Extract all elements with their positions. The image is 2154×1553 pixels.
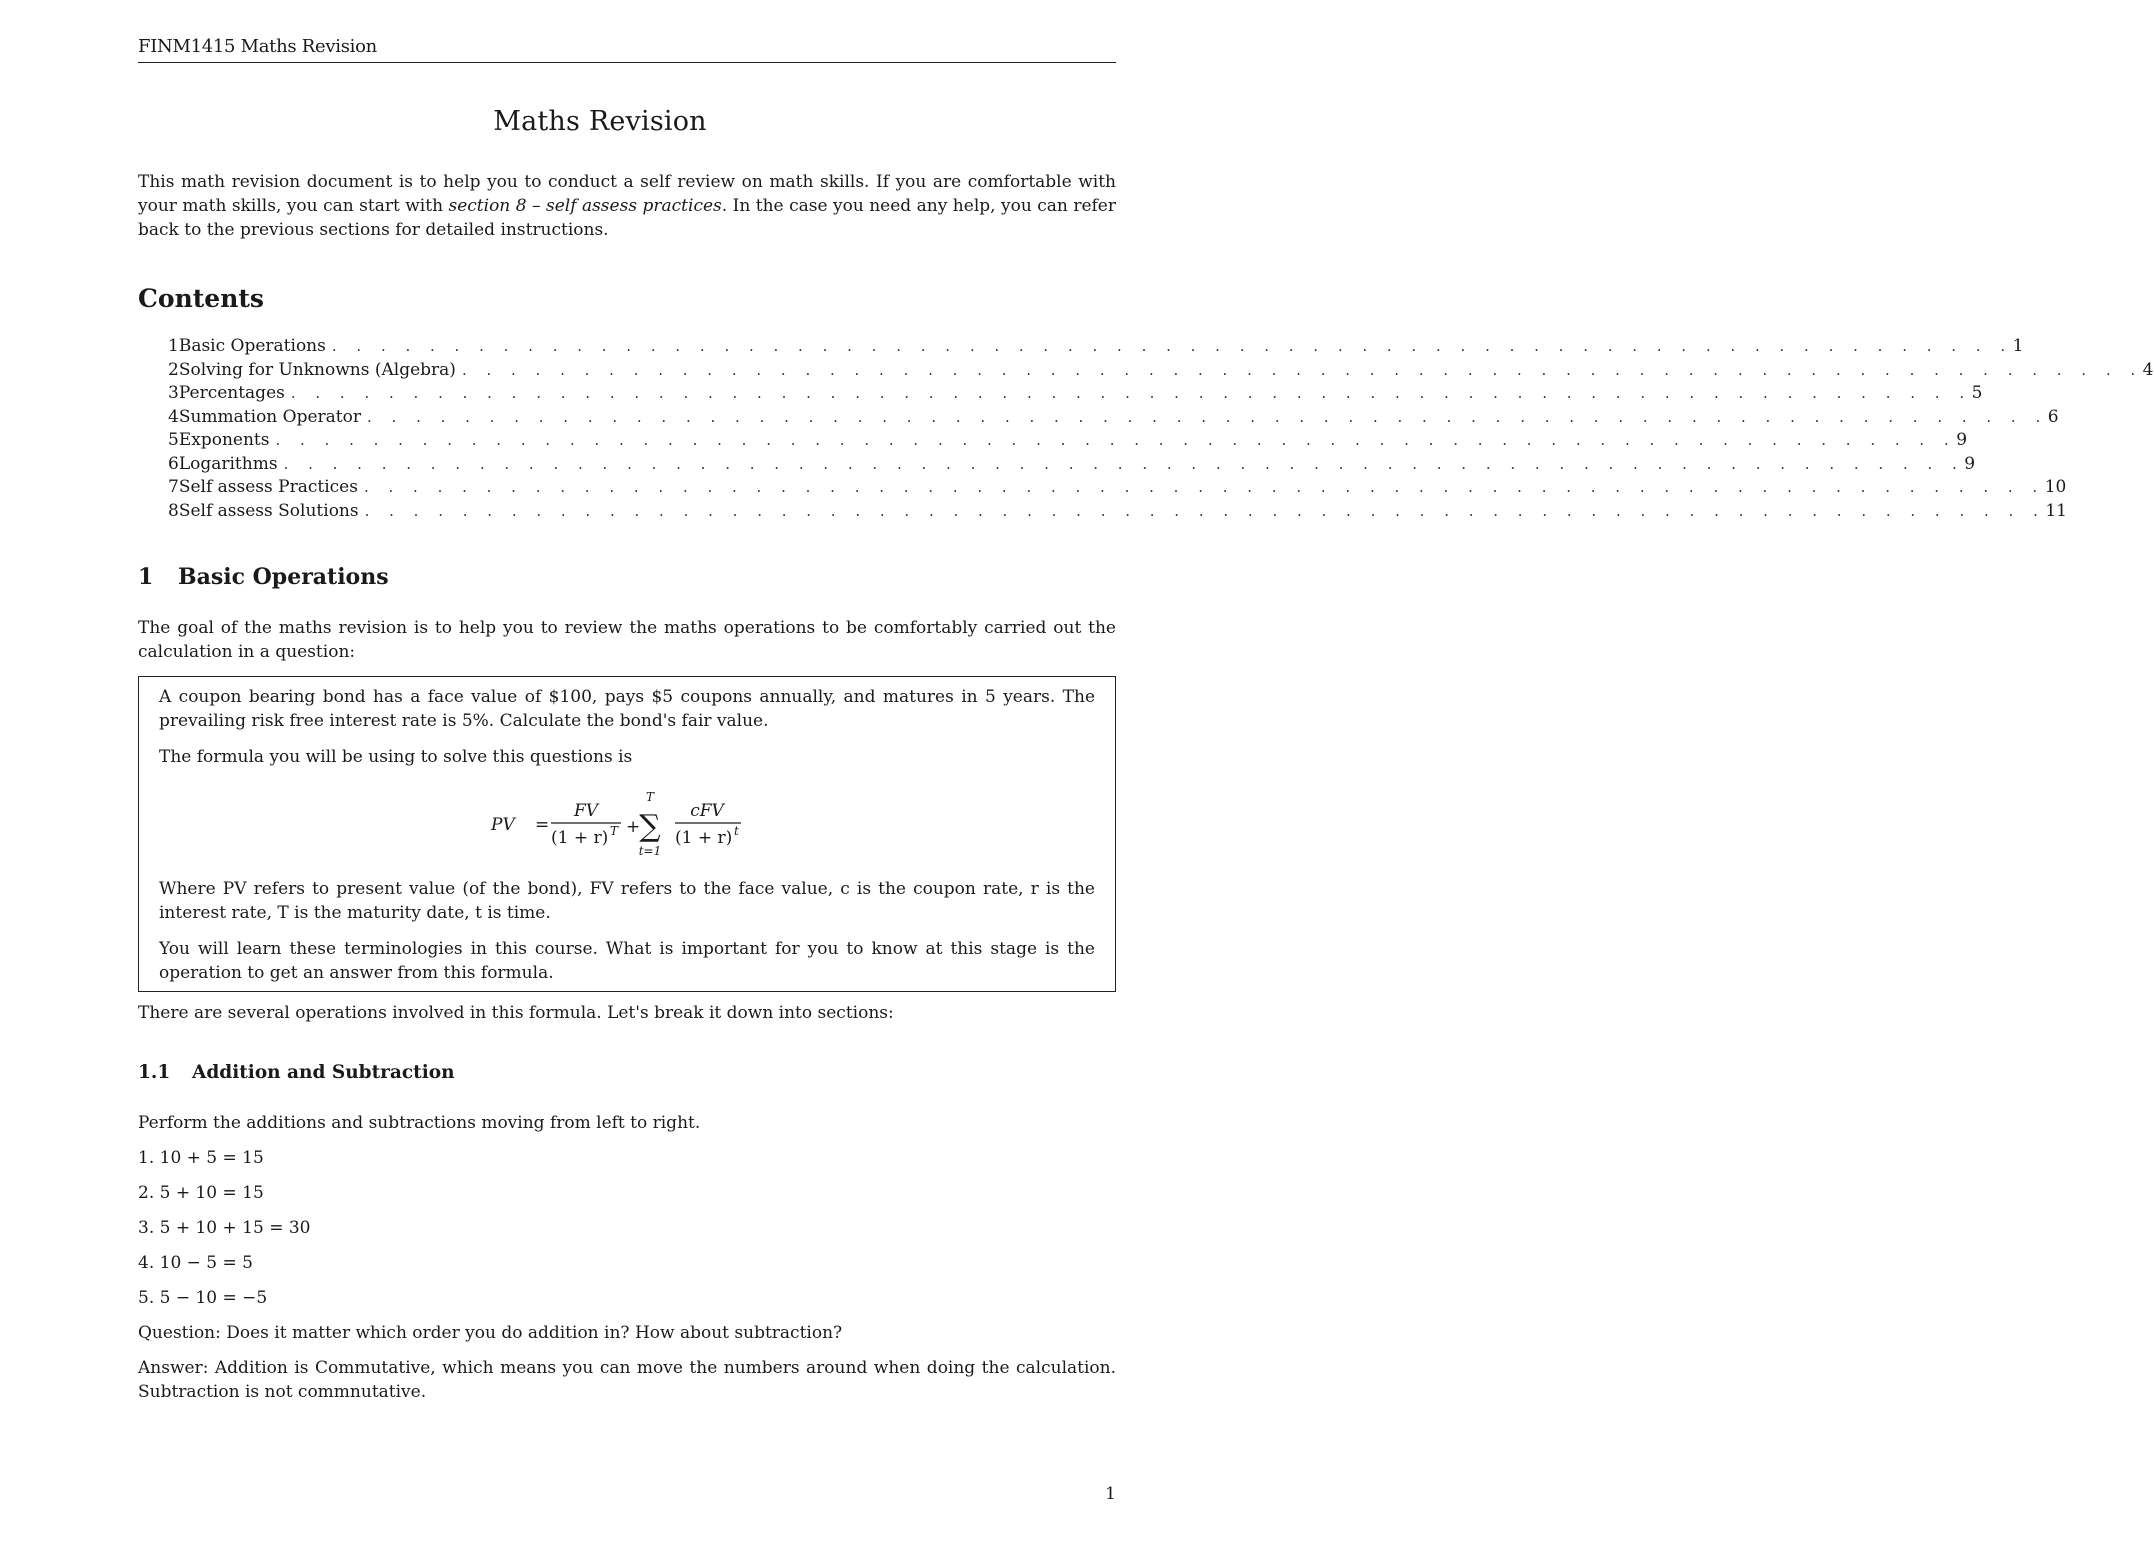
- example-equation: 3. 5 + 10 + 15 = 30: [138, 1218, 311, 1238]
- toc-leader-dots: . . . . . . . . . . . . . . . . . . . . . . . . . . . . . . . . . . . . . . . . . . . . . . . . . . . . . . . . . . . . . . . . . . . . .: [363, 478, 2045, 496]
- toc-entry-page[interactable]: 1: [2012, 336, 2024, 356]
- intro-paragraph: [138, 170, 1116, 242]
- document-title: Maths Revision: [493, 106, 707, 137]
- subsection-heading-addition-subtraction: [138, 1062, 455, 1083]
- toc-entry-page[interactable]: 5: [1971, 383, 1983, 403]
- formula-frac2-numerator: cFV: [690, 801, 724, 821]
- toc-entry-page[interactable]: 11: [2045, 500, 2067, 521]
- formula-frac1-numerator: FV: [573, 801, 599, 821]
- intro-text-after: . In the case you need any help, you can refer back to the previous sections for detailed instructions.: [138, 196, 1116, 240]
- formula-intro-text: The formula you will be using to solve this questions is: [159, 747, 633, 767]
- toc-leader-dots: . . . . . . . . . . . . . . . . . . . . . . . . . . . . . . . . . . . . . . . . . . . . . . . . . . . . . . . . . . . . . . . . . . . . .: [367, 407, 2048, 426]
- toc-entry-number: 6: [168, 453, 179, 474]
- several-operations-paragraph: There are several operations involved in this formula. Let's break it down into sections:: [138, 1003, 894, 1023]
- contents-heading: Contents: [138, 284, 265, 313]
- subsection-number: 1.1: [138, 1062, 171, 1083]
- toc-entry-self-assess-solutions[interactable]: [138, 500, 2067, 525]
- formula-frac1-exponent: T: [610, 824, 619, 838]
- toc-entry-number: 5: [168, 430, 179, 450]
- toc-entry-logarithms[interactable]: [138, 453, 1976, 478]
- toc-entry-page[interactable]: 10: [2044, 477, 2067, 497]
- question-paragraph: Question: Does it matter which order you do addition in? How about subtraction?: [138, 1323, 843, 1343]
- section-title: Basic Operations: [178, 564, 389, 590]
- toc-entry-solving-for-unknowns[interactable]: [138, 359, 2154, 384]
- goal-paragraph: The goal of the maths revision is to help you to review the maths operations to be comfortably carried out the calculation in a question:: [138, 618, 1116, 662]
- example-equation: 5. 5 − 10 = −5: [138, 1288, 268, 1308]
- toc-entry-self-assess-practices[interactable]: [138, 477, 2067, 501]
- toc-entry-number: 7: [168, 477, 179, 497]
- toc-leader-dots: . . . . . . . . . . . . . . . . . . . . . . . . . . . . . . . . . . . . . . . . . . . . . . . . . . . . . . . . . . . . . . . . . . . . .: [331, 337, 2013, 355]
- toc-entry-title[interactable]: Summation Operator: [178, 406, 361, 427]
- toc-entry-number: 4: [168, 406, 179, 427]
- section-number: 1: [138, 564, 154, 590]
- toc-leader-dots: . . . . . . . . . . . . . . . . . . . . . . . . . . . . . . . . . . . . . . . . . . . . . . . . . . . . . . . . . . . . . . . . . . . . .: [290, 384, 1972, 402]
- toc-entry-page[interactable]: 6: [2047, 406, 2059, 427]
- page-number: 1: [1105, 1484, 1116, 1504]
- formula-lhs: PV: [491, 815, 515, 835]
- toc-entry-title[interactable]: Self assess Practices: [178, 477, 358, 497]
- toc-leader-dots: . . . . . . . . . . . . . . . . . . . . . . . . . . . . . . . . . . . . . . . . . . . . . . . . . . . . . . . . . . . . . . . . . . . . .: [461, 360, 2143, 379]
- toc-leader-dots: . . . . . . . . . . . . . . . . . . . . . . . . . . . . . . . . . . . . . . . . . . . . . . . . . . . . . . . . . . . . . . . . . . . . .: [275, 431, 1957, 449]
- toc-entry-percentages[interactable]: [138, 383, 1983, 407]
- answer-paragraph: Answer: Addition is Commutative, which means you can move the numbers around when doing the calculation. Subtraction is not commnutative.: [138, 1358, 1116, 1402]
- toc-entry-title[interactable]: Self assess Solutions: [178, 500, 359, 521]
- example-equation: 2. 5 + 10 = 15: [138, 1183, 264, 1203]
- toc-entry-title[interactable]: Basic Operations: [178, 336, 326, 356]
- toc-entry-title[interactable]: Logarithms: [178, 453, 278, 474]
- table-of-contents: [138, 336, 2154, 524]
- toc-entry-number: 1: [168, 336, 179, 356]
- formula-sum-upper: T: [645, 790, 655, 804]
- toc-leader-dots: . . . . . . . . . . . . . . . . . . . . . . . . . . . . . . . . . . . . . . . . . . . . . . . . . . . . . . . . . . . . . . . . . . . . .: [364, 501, 2046, 520]
- bond-problem-text: A coupon bearing bond has a face value of $100, pays $5 coupons annually, and matures in 5 years. The prevailing risk free interest rate is 5%. Calculate the bond's fair value.: [159, 687, 1095, 731]
- running-title: FINM1415 Maths Revision: [138, 36, 377, 57]
- toc-entry-title[interactable]: Exponents: [178, 430, 270, 450]
- example-question-box: [138, 676, 1116, 992]
- subsection-title: Addition and Subtraction: [192, 1062, 455, 1083]
- formula-frac2-exponent: t: [734, 824, 739, 838]
- section-heading-basic-operations: [138, 564, 389, 590]
- toc-entry-basic-operations[interactable]: [138, 336, 2024, 360]
- formula-sum-lower: t=1: [638, 844, 662, 858]
- intro-text-before: This math revision document is to help you to conduct a self review on math skills. If you are comfortable with your math skills, you can start with: [138, 172, 1116, 216]
- toc-entry-page[interactable]: 9: [1964, 453, 1976, 474]
- running-header: [138, 36, 1116, 63]
- formula-equals: =: [535, 815, 550, 835]
- formula-sigma-icon: ∑: [639, 809, 661, 844]
- toc-entry-summation-operator[interactable]: [138, 406, 2059, 431]
- toc-entry-exponents[interactable]: [138, 430, 1968, 454]
- bond-pricing-formula: [489, 789, 789, 859]
- toc-entry-number: 8: [168, 500, 179, 521]
- toc-entry-number: 3: [168, 383, 179, 403]
- example-equation: 4. 10 − 5 = 5: [138, 1253, 253, 1273]
- toc-entry-number: 2: [168, 359, 179, 380]
- terminology-text: You will learn these terminologies in this course. What is important for you to know at this stage is the operation to get an answer from this formula.: [159, 939, 1095, 983]
- example-equation: 1. 10 + 5 = 15: [138, 1148, 264, 1168]
- formula-where-text: Where PV refers to present value (of the bond), FV refers to the face value, c is the coupon rate, r is the interest rate, T is the maturity date, t is time.: [159, 879, 1095, 923]
- formula-plus: +: [626, 817, 641, 837]
- toc-entry-title[interactable]: Solving for Unknowns (Algebra): [178, 359, 456, 380]
- toc-entry-page[interactable]: 4: [2142, 359, 2154, 380]
- intro-emphasis: section 8 – self assess practices: [448, 196, 722, 216]
- perform-paragraph: Perform the additions and subtractions moving from left to right.: [138, 1113, 701, 1133]
- toc-leader-dots: . . . . . . . . . . . . . . . . . . . . . . . . . . . . . . . . . . . . . . . . . . . . . . . . . . . . . . . . . . . . . . . . . . . . .: [283, 454, 1965, 473]
- formula-frac1-denominator: (1 + r): [551, 828, 609, 848]
- formula-frac2-denominator: (1 + r): [675, 828, 733, 848]
- toc-entry-title[interactable]: Percentages: [178, 383, 285, 403]
- toc-entry-page[interactable]: 9: [1956, 430, 1968, 450]
